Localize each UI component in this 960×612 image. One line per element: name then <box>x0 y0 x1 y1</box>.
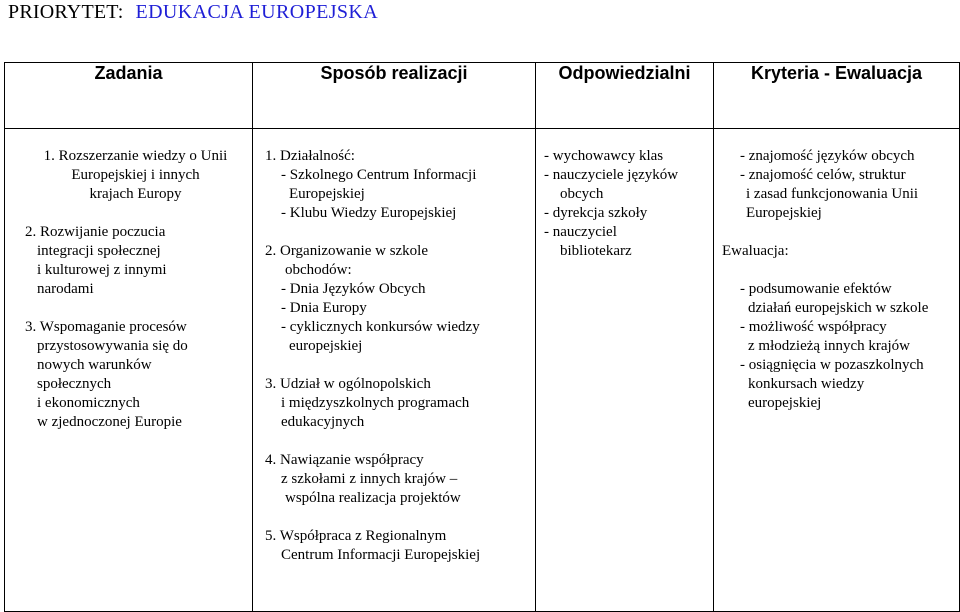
line: 5. Współpraca z Regionalnym <box>265 528 447 544</box>
line: konkursach wiedzy <box>748 376 865 392</box>
line: i zasad funkcjonowania Unii <box>746 186 919 202</box>
priority-heading <box>8 1 378 24</box>
line: - Dnia Języków Obcych <box>281 281 426 297</box>
line: 1. Rozszerzanie wiedzy o Unii <box>43 148 228 164</box>
line: 1. Działalność: <box>265 148 355 164</box>
kryteria-cell <box>714 129 960 612</box>
sposob-1 <box>265 147 531 223</box>
line: z młodzieżą innych krajów <box>748 338 911 354</box>
sposob-cell <box>253 129 536 612</box>
line: i ekonomicznych <box>37 395 140 411</box>
line: - nauczyciele języków <box>544 167 679 183</box>
line: - podsumowanie efektów <box>740 281 892 297</box>
line: z szkołami z innych krajów – <box>281 471 458 487</box>
line: - znajomość języków obcych <box>740 148 915 164</box>
line: przystosowywania się do <box>37 338 188 354</box>
line: nowych warunków <box>37 357 152 373</box>
line: - Dnia Europy <box>281 300 367 316</box>
line: - możliwość współpracy <box>740 319 887 335</box>
line: Europejskiej <box>289 186 365 202</box>
line: Europejskiej <box>746 205 822 221</box>
header-kryteria-ewaluacja: Kryteria - Ewaluacja <box>714 63 960 129</box>
line: Europejskiej i innych <box>71 167 200 183</box>
line: europejskiej <box>748 395 822 411</box>
line: obcych <box>560 186 604 202</box>
header-odpowiedzialni: Odpowiedzialni <box>536 63 714 129</box>
line: i międzyszkolnych programach <box>281 395 470 411</box>
header-sposob-realizacji: Sposób realizacji <box>253 63 536 129</box>
line: - cyklicznych konkursów wiedzy <box>281 319 480 335</box>
sposob-5 <box>265 527 531 565</box>
line: 3. Wspomaganie procesów <box>25 319 187 335</box>
line: 2. Organizowanie w szkole <box>265 243 429 259</box>
header-row <box>5 63 960 129</box>
sposob-2 <box>265 242 531 356</box>
header-zadania: Zadania <box>5 63 253 129</box>
line: - Klubu Wiedzy Europejskiej <box>281 205 457 221</box>
line: - wychowawcy klas <box>544 148 664 164</box>
line: Centrum Informacji Europejskiej <box>281 547 481 563</box>
kryteria-list <box>722 147 955 223</box>
zadania-cell <box>5 129 253 612</box>
priority-value: EDUKACJA EUROPEJSKA <box>135 1 379 23</box>
ewaluacja-list <box>722 280 955 413</box>
plan-table <box>4 62 960 612</box>
line: w zjednoczonej Europie <box>37 414 182 430</box>
line: - nauczyciel <box>544 224 617 240</box>
line: społecznych <box>37 376 112 392</box>
zadanie-1 <box>25 147 246 204</box>
line: bibliotekarz <box>560 243 632 259</box>
line: integracji społecznej <box>37 243 161 259</box>
line: 2. Rozwijanie poczucia <box>25 224 166 240</box>
zadanie-3 <box>25 318 246 432</box>
line: europejskiej <box>289 338 363 354</box>
sposob-3 <box>265 375 531 432</box>
line: - dyrekcja szkoły <box>544 205 648 221</box>
line: - osiągnięcia w pozaszkolnych <box>740 357 924 373</box>
odpowiedzialni-cell <box>536 129 714 612</box>
priority-label: PRIORYTET: <box>8 1 124 23</box>
zadanie-2 <box>25 223 246 299</box>
line: 3. Udział w ogólnopolskich <box>265 376 431 392</box>
line: i kulturowej z innymi <box>37 262 167 278</box>
line: krajach Europy <box>89 186 182 202</box>
ewaluacja-label: Ewaluacja: <box>722 243 789 259</box>
content-row <box>5 129 960 612</box>
line: - znajomość celów, struktur <box>740 167 906 183</box>
line: - Szkolnego Centrum Informacji <box>281 167 477 183</box>
line: działań europejskich w szkole <box>748 300 929 316</box>
sposob-4 <box>265 451 531 508</box>
line: 4. Nawiązanie współpracy <box>265 452 424 468</box>
line: edukacyjnych <box>281 414 365 430</box>
line: narodami <box>37 281 94 297</box>
line: wspólna realizacja projektów <box>285 490 461 506</box>
line: obchodów: <box>285 262 352 278</box>
